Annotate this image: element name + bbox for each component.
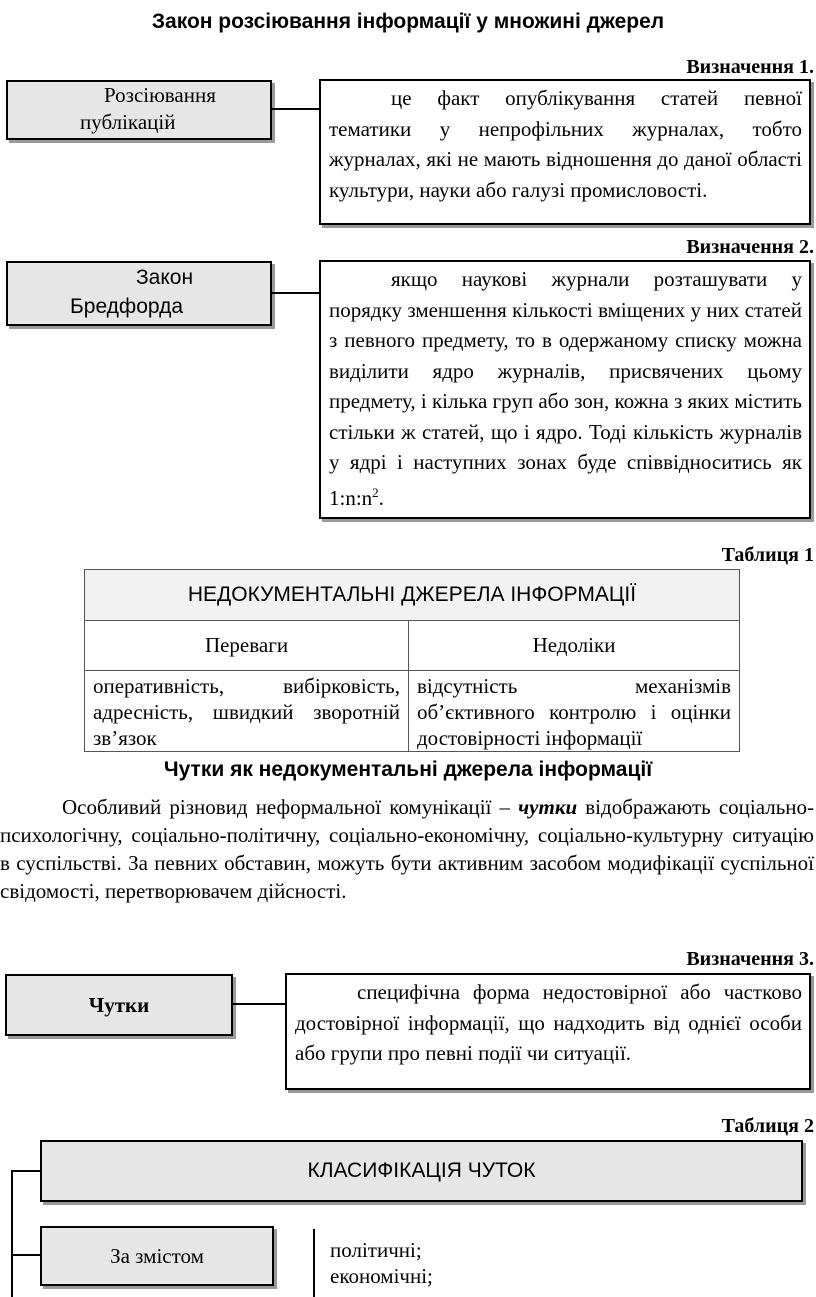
connector-line: [272, 108, 320, 110]
definition-1-text: це факт опублікування статей певної тематики у непрофільних журналах, тобто журналах, які не мають відношення до даної області культури, науки або галузі промисловості.: [329, 86, 802, 202]
table-1: [84, 569, 740, 752]
table-2-header: КЛАСИФІКАЦІЯ ЧУТОК: [40, 1140, 803, 1202]
term-bradford-line2: Бредфорда: [70, 295, 184, 318]
definition-3-box: [285, 973, 811, 1090]
tree-vertical-line: [11, 1170, 13, 1297]
table-1-caption: Таблиця 1: [721, 544, 814, 566]
rumors-paragraph: [0, 793, 814, 905]
tree-branch-line: [11, 1254, 41, 1256]
term-bradford-line1: Закон: [136, 266, 194, 289]
definition-2-ending: .: [378, 485, 384, 510]
term-dispersion-line2: публікацій: [80, 110, 176, 134]
table-1-col1-cell: оперативність, вибірковість, адресність, швидкий зворотній зв’язок: [85, 671, 409, 752]
definition-3-caption: Визначення 3.: [686, 948, 814, 970]
list-bracket-line: [313, 1229, 315, 1297]
table-2-caption: Таблиця 2: [721, 1115, 814, 1137]
connector-line: [272, 292, 320, 294]
term-dispersion-line1: Розсіювання: [104, 83, 216, 107]
table-1-col1-header: Переваги: [85, 621, 409, 671]
connector-line: [233, 1003, 286, 1005]
definition-1-box: [319, 79, 811, 225]
term-box-dispersion: [6, 80, 272, 140]
category-item: політичні;: [330, 1238, 422, 1262]
definition-2-text: [329, 264, 802, 513]
category-content: За змістом: [40, 1226, 274, 1286]
term-box-bradford: [6, 261, 272, 326]
category-item: економічні;: [330, 1264, 433, 1288]
definition-1-caption: Визначення 1.: [686, 56, 814, 78]
table-1-col2-cell: відсутність механізмів об’єктивного контролю і оцінки достовірності інформації: [409, 671, 740, 752]
table-1-header: НЕДОКУМЕНТАЛЬНІ ДЖЕРЕЛА ІНФОРМАЦІЇ: [85, 570, 740, 621]
paragraph-before: Особливий різновид неформальної комунікації –: [62, 795, 519, 819]
definition-2-superscript: 2: [372, 484, 379, 500]
section-title-dispersion: Закон розсіювання інформації у множині джерел: [151, 10, 665, 33]
definition-2-body: якщо наукові журнали розташувати у порядку зменшення кількості вміщених у них статей з певного предмету, то в одержаному списку можна виділити ядро журналів, присвячених цьому предмету, і кілька груп або зон, кожна з яких містить стільки ж статей, що і ядро. Тоді кількість журналів у ядрі і наступних зонах буде співвідноситись як 1:n:n: [329, 267, 802, 510]
table-1-col2-header: Недоліки: [409, 621, 740, 671]
definition-3-text: специфічна форма недостовірної або частково достовірної інформації, що надходить від однієї особи або групи про певні події чи ситуації.: [295, 980, 802, 1065]
tree-branch-line: [11, 1170, 41, 1172]
term-box-rumors: Чутки: [5, 974, 233, 1036]
definition-2-box: [319, 260, 811, 519]
section-title-rumors: Чутки як недокументальні джерела інформації: [163, 758, 653, 781]
paragraph-after: відображають соціально-психологічну, соціально-політичну, соціально-економічну, соціально-культурну ситуацію в суспільстві. За певних обставин, можуть бути активним засобом модифікації суспільної свідомості, перетворювачем дійсності.: [0, 795, 815, 903]
category-items-list: [330, 1237, 433, 1289]
definition-2-caption: Визначення 2.: [686, 236, 814, 258]
paragraph-emphasis: чутки: [518, 795, 578, 819]
